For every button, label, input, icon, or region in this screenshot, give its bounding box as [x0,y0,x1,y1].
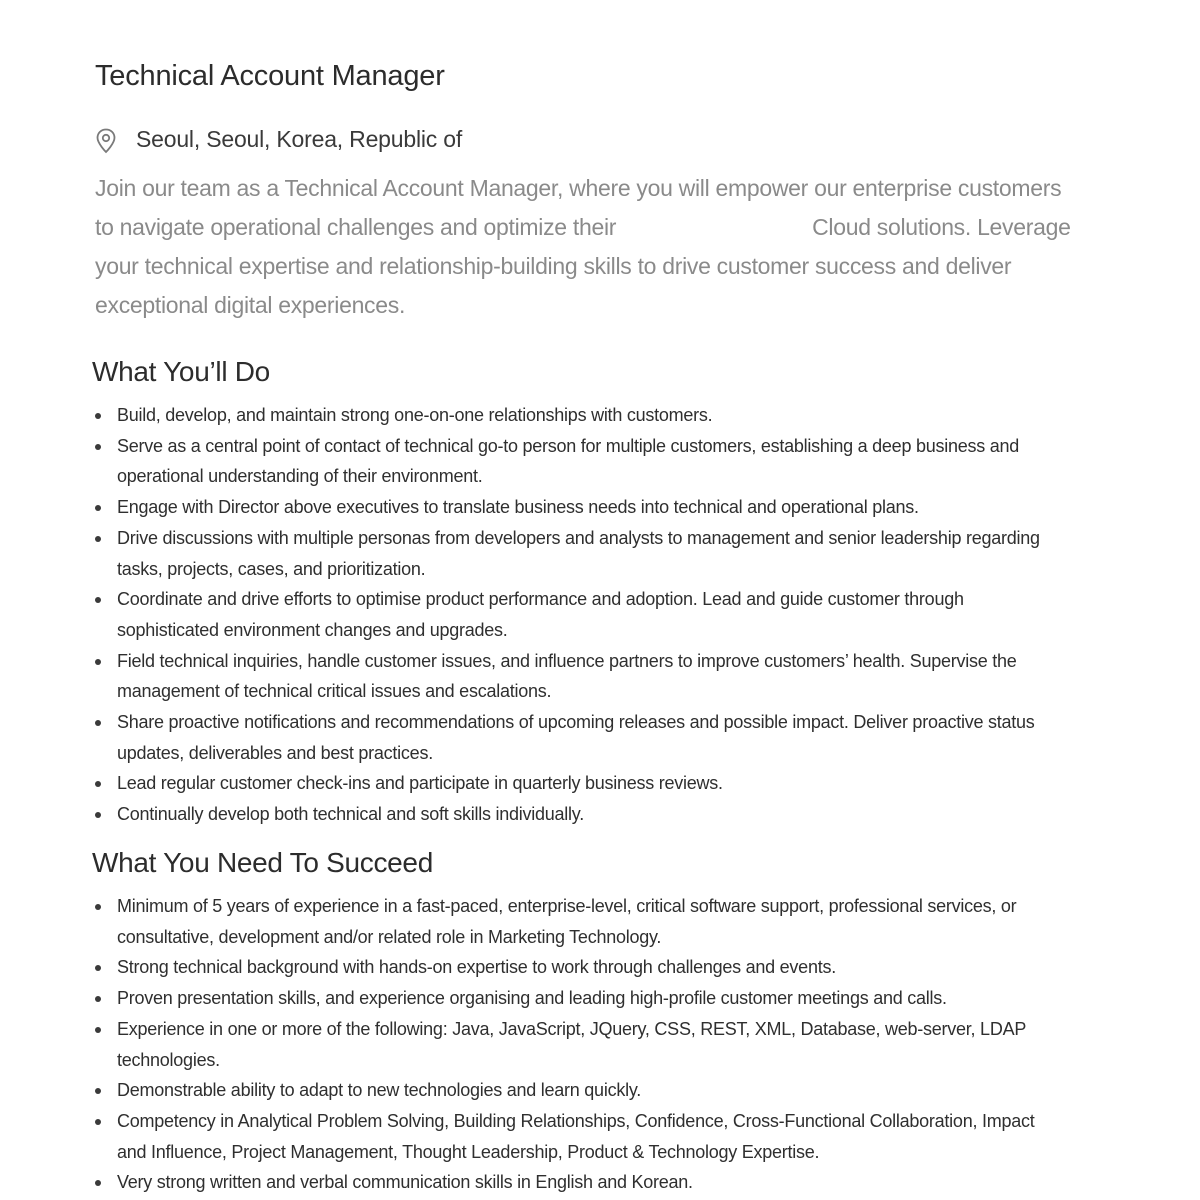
list-item-text: tasks, projects, cases, and prioritization. [117,558,426,579]
responsibilities-list [92,400,1122,830]
list-item [92,584,1122,645]
list-item [92,952,1122,983]
bullet-dot [95,996,101,1002]
bullet-dot [95,659,101,665]
summary-line [95,208,1125,247]
list-item-text: Serve as a central point of contact of technical go-to person for multiple customers, establishing a deep business and [117,435,1020,456]
list-item-text: Minimum of 5 years of experience in a fast-paced, enterprise-level, critical software support, professional services, or [117,896,1017,916]
summary-line: Join our team as a Technical Account Manager, where you will empower our enterprise customers [95,175,1062,201]
summary-line: your technical expertise and relationship-building skills to drive customer success and deliver [95,253,1012,279]
bullet-dot [95,444,101,450]
section-heading-what-you-do: What You’ll Do [92,356,270,387]
list-item [92,492,1122,523]
job-summary [95,169,1125,325]
list-item-text: operational understanding of their environment. [117,466,483,487]
list-item-text: management of technical critical issues and escalations. [117,681,552,702]
bullet-dot [95,536,101,542]
list-item-text: updates, deliverables and best practices. [117,742,433,763]
bullet-dot [95,720,101,726]
list-item-text: Experience in one or more of the following: Java, JavaScript, JQuery, CSS, REST, XML, Database, web-server, LDAP [117,1018,1027,1039]
section-heading-what-you-need: What You Need To Succeed [92,847,433,878]
bullet-dot [95,965,101,971]
list-item [92,891,1122,952]
list-item-text: Drive discussions with multiple personas from developers and analysts to management and senior leadership regarding [117,527,1040,548]
list-item [92,1106,1122,1167]
list-item [92,707,1122,768]
list-item-text: Share proactive notifications and recommendations of upcoming releases and possible impact. Deliver proactive status [117,712,1035,733]
requirements-list [92,891,1122,1198]
summary-line-part: Cloud solutions. Leverage [812,214,1071,240]
bullet-dot [95,505,101,511]
bullet-dot [95,1119,101,1125]
job-location [95,122,462,156]
bullet-dot [95,597,101,603]
list-item [92,646,1122,707]
list-item-text: consultative, development and/or related role in Marketing Technology. [117,926,662,947]
list-item-text: and Influence, Project Management, Thought Leadership, Product & Technology Expertise. [117,1141,820,1162]
job-title: Technical Account Manager [95,60,445,92]
list-item-text: Demonstrable ability to adapt to new technologies and learn quickly. [117,1080,641,1101]
list-item-text: Coordinate and drive efforts to optimise product performance and adoption. Lead and guide customer through [117,589,964,610]
list-item-text: Competency in Analytical Problem Solving, Building Relationships, Confidence, Cross-Functional Collaboration, Impact [117,1110,1035,1131]
list-item-text: Field technical inquiries, handle customer issues, and influence partners to improve customers’ health. Supervise the [117,650,1017,671]
list-item [92,983,1122,1014]
location-text: Seoul, Seoul, Korea, Republic of [136,125,463,152]
list-item [92,768,1122,799]
bullet-dot [95,904,101,910]
summary-line-part: to navigate operational challenges and optimize their [95,214,617,240]
list-item-text: Strong technical background with hands-on expertise to work through challenges and events. [117,957,836,978]
bullet-dot [95,413,101,419]
list-item-text: Continually develop both technical and soft skills individually. [117,804,584,825]
bullet-dot [95,1027,101,1033]
list-item-text: Engage with Director above executives to translate business needs into technical and operational plans. [117,497,919,518]
list-item [92,1075,1122,1106]
bullet-dot [95,1180,101,1186]
summary-line: exceptional digital experiences. [95,292,406,318]
list-item [92,1014,1122,1075]
bullet-dot [95,1088,101,1094]
list-item [92,799,1122,830]
list-item-text: Very strong written and verbal communication skills in English and Korean. [117,1172,693,1193]
list-item-text: technologies. [117,1049,220,1070]
bullet-dot [95,781,101,787]
list-item-text: Proven presentation skills, and experience organising and leading high-profile customer meetings and calls. [117,988,947,1009]
map-pin-icon [95,128,117,154]
list-item-text: sophisticated environment changes and upgrades. [117,619,508,640]
list-item [92,431,1122,492]
bullet-dot [95,812,101,818]
list-item [92,400,1122,431]
list-item [92,1167,1122,1198]
list-item-text: Lead regular customer check-ins and participate in quarterly business reviews. [117,773,723,794]
list-item [92,523,1122,584]
list-item-text: Build, develop, and maintain strong one-on-one relationships with customers. [117,405,713,425]
